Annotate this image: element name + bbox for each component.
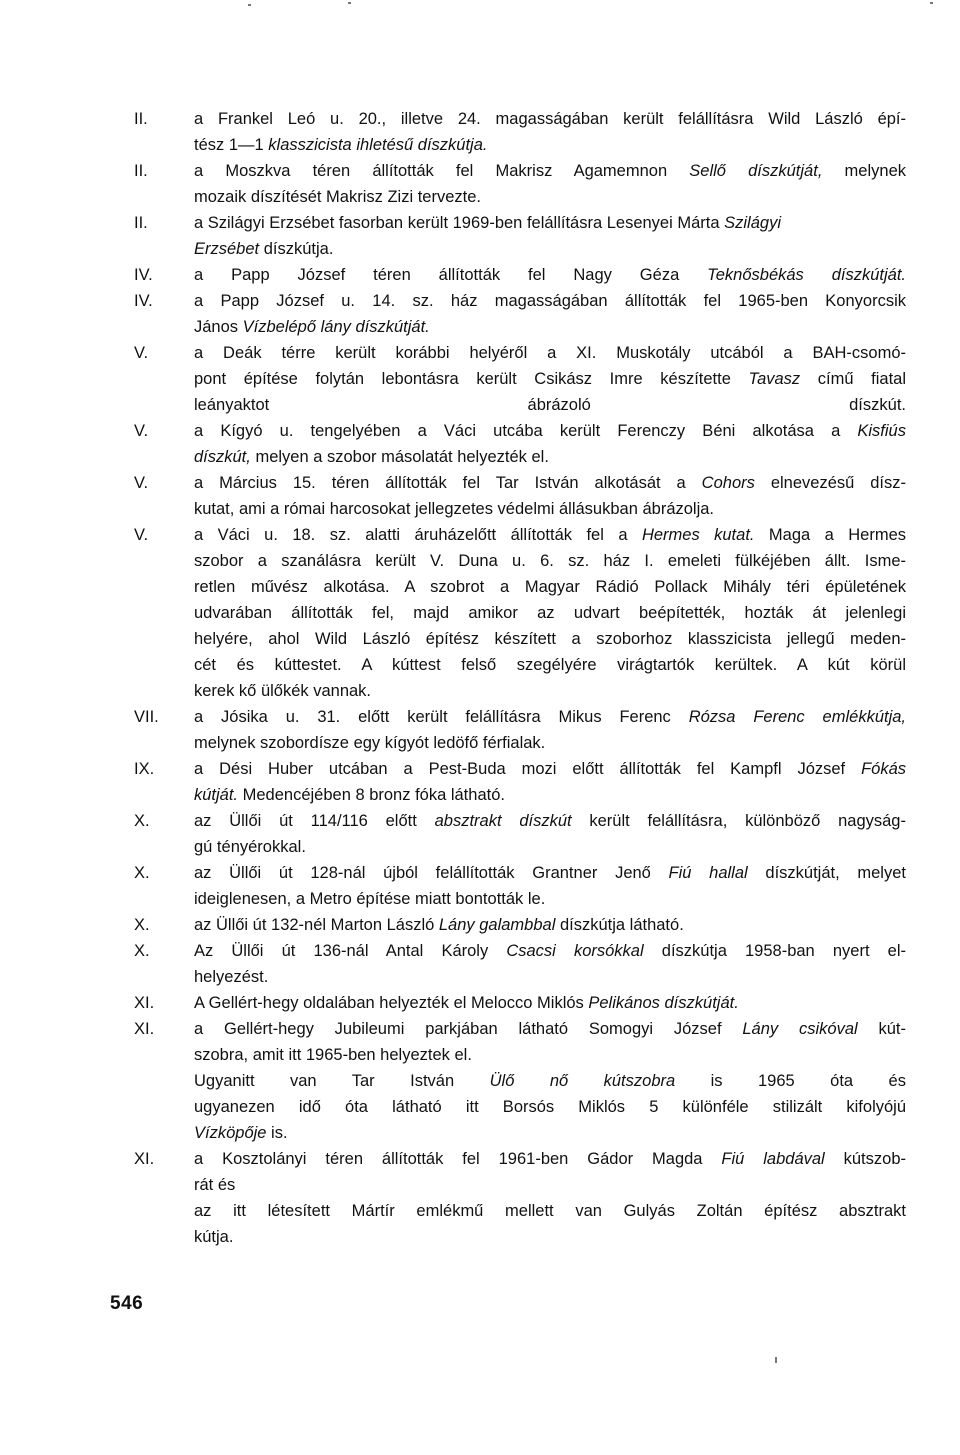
list-item bbox=[0, 990, 960, 1016]
text-line bbox=[194, 314, 906, 340]
entry-text bbox=[194, 262, 906, 288]
list-item bbox=[0, 288, 960, 340]
district-label: X. bbox=[134, 942, 150, 960]
text-run: melynek bbox=[822, 162, 906, 180]
text-line bbox=[194, 1042, 906, 1068]
district-label: X. bbox=[134, 812, 150, 830]
text-line bbox=[194, 886, 906, 912]
list-item bbox=[0, 860, 960, 912]
text-run: díszkútját, melyet bbox=[747, 864, 906, 882]
text-run: a Gellért-hegy Jubileumi parkjában látható Somogyi József bbox=[194, 1020, 743, 1038]
text-run: ideiglenesen, a Metro építése miatt bontották le. bbox=[194, 890, 546, 908]
text-line bbox=[194, 366, 906, 392]
text-run: Maga a Hermes bbox=[754, 526, 906, 544]
artwork-title: Cohors bbox=[701, 474, 755, 492]
text-line bbox=[194, 470, 906, 496]
district-label: VII. bbox=[134, 708, 159, 726]
text-line bbox=[194, 730, 906, 756]
district-label: V. bbox=[134, 422, 149, 440]
text-line bbox=[194, 600, 906, 626]
artwork-title: Szilágyi bbox=[724, 214, 781, 232]
list-item bbox=[0, 938, 960, 990]
text-run: kút- bbox=[857, 1020, 906, 1038]
list-item bbox=[0, 912, 960, 938]
text-line bbox=[194, 756, 906, 782]
text-line bbox=[194, 912, 906, 938]
artwork-title: Vízbelépő lány díszkútját. bbox=[242, 318, 430, 336]
text-run: a Váci u. 18. sz. alatti áruházelőtt állították fel a bbox=[194, 526, 642, 544]
text-run: szobra, amit itt 1965-ben helyeztek el. bbox=[194, 1046, 472, 1064]
text-line bbox=[194, 288, 906, 314]
artwork-title: Teknősbékás díszkútját. bbox=[707, 266, 906, 284]
entry-text bbox=[194, 210, 906, 262]
text-line bbox=[194, 418, 906, 444]
text-line bbox=[194, 340, 906, 366]
text-line bbox=[194, 444, 906, 470]
text-run: az Üllői út 132-nél Marton László bbox=[194, 916, 439, 934]
text-run: a Deák térre került korábbi helyéről a XI. Muskotály utcából a BAH-csomó- bbox=[194, 344, 906, 362]
artwork-title: Lány galambbal bbox=[438, 916, 556, 934]
artwork-title: Pelikános díszkútját. bbox=[588, 994, 739, 1012]
text-line bbox=[194, 808, 906, 834]
list-item bbox=[0, 470, 960, 522]
text-run: leányaktot ábrázoló díszkút. bbox=[194, 396, 906, 414]
text-run: helyére, ahol Wild László építész készített a szoborhoz klasszicista jellegű meden- bbox=[194, 630, 906, 648]
text-line bbox=[194, 158, 906, 184]
district-label: V. bbox=[134, 526, 149, 544]
district-label: V. bbox=[134, 474, 149, 492]
text-run: is 1965 óta és bbox=[675, 1072, 906, 1090]
text-run: cét és kúttestet. A kúttest felső szegélyére virágtartók kerültek. A kút körül bbox=[194, 656, 906, 674]
text-run: Ugyanitt van Tar István bbox=[194, 1072, 490, 1090]
list-item bbox=[0, 808, 960, 860]
list-item bbox=[0, 340, 960, 418]
text-line bbox=[194, 782, 906, 808]
text-line bbox=[194, 210, 906, 236]
list-item bbox=[0, 522, 960, 704]
artwork-title: Rózsa Ferenc emlékkútja, bbox=[688, 708, 907, 726]
text-line bbox=[194, 106, 906, 132]
district-label: V. bbox=[134, 344, 149, 362]
entry-text bbox=[194, 106, 906, 158]
entry-text bbox=[194, 704, 906, 756]
text-line bbox=[194, 1094, 906, 1120]
text-run: A Gellért-hegy oldalában helyezték el Melocco Miklós bbox=[194, 994, 589, 1012]
text-run: a Papp József u. 14. sz. ház magasságában állították fel 1965-ben Konyorcsik bbox=[194, 292, 906, 310]
text-run: mozaik díszítését Makrisz Zizi tervezte. bbox=[194, 188, 481, 206]
text-run: a Szilágyi Erzsébet fasorban került 1969-ben felállításra Lesenyei Márta bbox=[194, 214, 725, 232]
text-line bbox=[194, 1068, 906, 1094]
entry-text bbox=[194, 756, 906, 808]
artwork-title: Kisfiús bbox=[857, 422, 906, 440]
artwork-title: klasszicista ihletésű díszkútja. bbox=[268, 136, 488, 154]
text-run: az itt létesített Mártír emlékmű mellett van Gulyás Zoltán építész absztrakt bbox=[194, 1202, 906, 1220]
text-run: a Dési Huber utcában a Pest-Buda mozi előtt állították fel Kampfl József bbox=[194, 760, 862, 778]
artwork-title: Csacsi korsókkal bbox=[506, 942, 644, 960]
text-line bbox=[194, 392, 906, 418]
entry-text bbox=[194, 990, 906, 1016]
text-run: ugyanezen idő óta látható itt Borsós Miklós 5 különféle stilizált kifolyójú bbox=[194, 1098, 906, 1116]
artwork-title: Fókás bbox=[861, 760, 906, 778]
text-line bbox=[194, 626, 906, 652]
list-item bbox=[0, 418, 960, 470]
entry-text bbox=[194, 938, 906, 990]
text-line bbox=[194, 1198, 906, 1224]
text-run: díszkútja látható. bbox=[555, 916, 684, 934]
text-run: című fiatal bbox=[800, 370, 906, 388]
text-run: került felállításra, különböző nagyság- bbox=[571, 812, 906, 830]
text-line bbox=[194, 1120, 906, 1146]
text-line bbox=[194, 678, 906, 704]
artwork-title: Fiú labdával bbox=[721, 1150, 825, 1168]
district-label: II. bbox=[134, 110, 148, 128]
artwork-title: Sellő díszkútját, bbox=[689, 162, 823, 180]
entry-text bbox=[194, 418, 906, 470]
artwork-title: Tavasz bbox=[748, 370, 801, 388]
text-run: a Kosztolányi téren állították fel 1961-ben Gádor Magda bbox=[194, 1150, 722, 1168]
text-line bbox=[194, 704, 906, 730]
district-label: II. bbox=[134, 162, 148, 180]
text-run: is. bbox=[266, 1124, 288, 1142]
text-run: retlen művész alkotása. A szobrot a Magyar Rádió Pollack Mihály téri épületének bbox=[194, 578, 906, 596]
text-run: szobor a szanálásra került V. Duna u. 6. sz. ház I. emeleti fülkéjében állt. Isme- bbox=[194, 552, 906, 570]
text-line bbox=[194, 236, 906, 262]
text-run: a Frankel Leó u. 20., illetve 24. magasságában került felállításra Wild László épí- bbox=[194, 110, 906, 128]
page-number: 546 bbox=[110, 1293, 144, 1314]
list-item bbox=[0, 1146, 960, 1250]
district-label: XI. bbox=[134, 1020, 155, 1038]
entry-text bbox=[194, 470, 906, 522]
text-run: kutat, ami a római harcosokat jellegzetes védelmi állásukban ábrázolja. bbox=[194, 500, 715, 518]
district-label: X. bbox=[134, 916, 150, 934]
text-run: díszkútja 1958-ban nyert el- bbox=[643, 942, 906, 960]
scan-speck bbox=[248, 4, 251, 6]
text-run: rát és bbox=[194, 1176, 236, 1194]
text-line bbox=[194, 1172, 906, 1198]
text-line bbox=[194, 574, 906, 600]
list-item bbox=[0, 704, 960, 756]
district-label: X. bbox=[134, 864, 150, 882]
text-line bbox=[194, 834, 906, 860]
text-line bbox=[194, 262, 906, 288]
text-line bbox=[194, 1224, 906, 1250]
text-run: melynek szobordísze egy kígyót ledöfő férfialak. bbox=[194, 734, 546, 752]
artwork-title: Erzsébet bbox=[194, 240, 260, 258]
text-run: pont építése folytán lebontásra került Csikász Imre készítette bbox=[194, 370, 749, 388]
text-run: a Moszkva téren állították fel Makrisz Agamemnon bbox=[194, 162, 690, 180]
text-run: Az Üllői út 136-nál Antal Károly bbox=[194, 942, 507, 960]
artwork-title: Fiú hallal bbox=[668, 864, 748, 882]
district-label: XI. bbox=[134, 1150, 155, 1168]
artwork-title: Vízköpője bbox=[194, 1124, 267, 1142]
list-item bbox=[0, 106, 960, 158]
entry-text bbox=[194, 1146, 906, 1250]
text-run: melyen a szobor másolatát helyezték el. bbox=[250, 448, 549, 466]
text-run: Medencéjében 8 bronz fóka látható. bbox=[238, 786, 505, 804]
entry-text bbox=[194, 1016, 906, 1146]
list-item bbox=[0, 1016, 960, 1146]
entry-text bbox=[194, 522, 906, 704]
text-run: helyezést. bbox=[194, 968, 269, 986]
district-label: XI. bbox=[134, 994, 155, 1012]
list-item bbox=[0, 262, 960, 288]
artwork-title: Lány csikóval bbox=[742, 1020, 858, 1038]
text-run: a Március 15. téren állították fel Tar István alkotását a bbox=[194, 474, 702, 492]
text-line bbox=[194, 548, 906, 574]
text-run: a Jósika u. 31. előtt került felállításra Mikus Ferenc bbox=[194, 708, 689, 726]
text-line bbox=[194, 964, 906, 990]
artwork-title: Hermes kutat. bbox=[641, 526, 755, 544]
district-label: IV. bbox=[134, 266, 153, 284]
text-run: az Üllői út 128-nál újból felállították Grantner Jenő bbox=[194, 864, 669, 882]
text-line bbox=[194, 1016, 906, 1042]
text-run: díszkútja. bbox=[259, 240, 334, 258]
text-run: János bbox=[194, 318, 243, 336]
scan-speck bbox=[348, 2, 351, 4]
text-line bbox=[194, 652, 906, 678]
text-line bbox=[194, 990, 906, 1016]
text-line bbox=[194, 496, 906, 522]
text-run: a Kígyó u. tengelyében a Váci utcába került Ferenczy Béni alkotása a bbox=[194, 422, 858, 440]
entry-text bbox=[194, 158, 906, 210]
text-line bbox=[194, 184, 906, 210]
list-item bbox=[0, 210, 960, 262]
text-line bbox=[194, 132, 906, 158]
entry-text bbox=[194, 808, 906, 860]
fountain-list bbox=[0, 106, 960, 1250]
district-label: II. bbox=[134, 214, 148, 232]
entry-text bbox=[194, 860, 906, 912]
district-label: IX. bbox=[134, 760, 155, 778]
text-run: elnevezésű dísz- bbox=[754, 474, 906, 492]
text-run: gú tényérokkal. bbox=[194, 838, 306, 856]
list-item bbox=[0, 158, 960, 210]
scan-speck bbox=[930, 2, 933, 4]
text-run: a Papp József téren állították fel Nagy Géza bbox=[194, 266, 708, 284]
artwork-title: Ülő nő kútszobra bbox=[489, 1072, 676, 1090]
artwork-title: díszkút, bbox=[194, 448, 251, 466]
artwork-title: kútját. bbox=[194, 786, 239, 804]
entry-text bbox=[194, 340, 906, 418]
text-run: kútja. bbox=[194, 1228, 234, 1246]
scan-speck bbox=[775, 1357, 777, 1363]
text-line bbox=[194, 1146, 906, 1172]
text-line bbox=[194, 522, 906, 548]
text-run: az Üllői út 114/116 előtt bbox=[194, 812, 435, 830]
text-run: kútszob- bbox=[824, 1150, 906, 1168]
entry-text bbox=[194, 912, 906, 938]
list-item bbox=[0, 756, 960, 808]
artwork-title: absztrakt díszkút bbox=[434, 812, 572, 830]
entry-text bbox=[194, 288, 906, 340]
text-run: tész 1—1 bbox=[194, 136, 269, 154]
text-run: kerek kő ülőkék vannak. bbox=[194, 682, 372, 700]
text-line bbox=[194, 860, 906, 886]
text-line bbox=[194, 938, 906, 964]
text-run: udvarában állították fel, majd amikor az udvart beépítették, hozták át jelenlegi bbox=[194, 604, 906, 622]
district-label: IV. bbox=[134, 292, 153, 310]
